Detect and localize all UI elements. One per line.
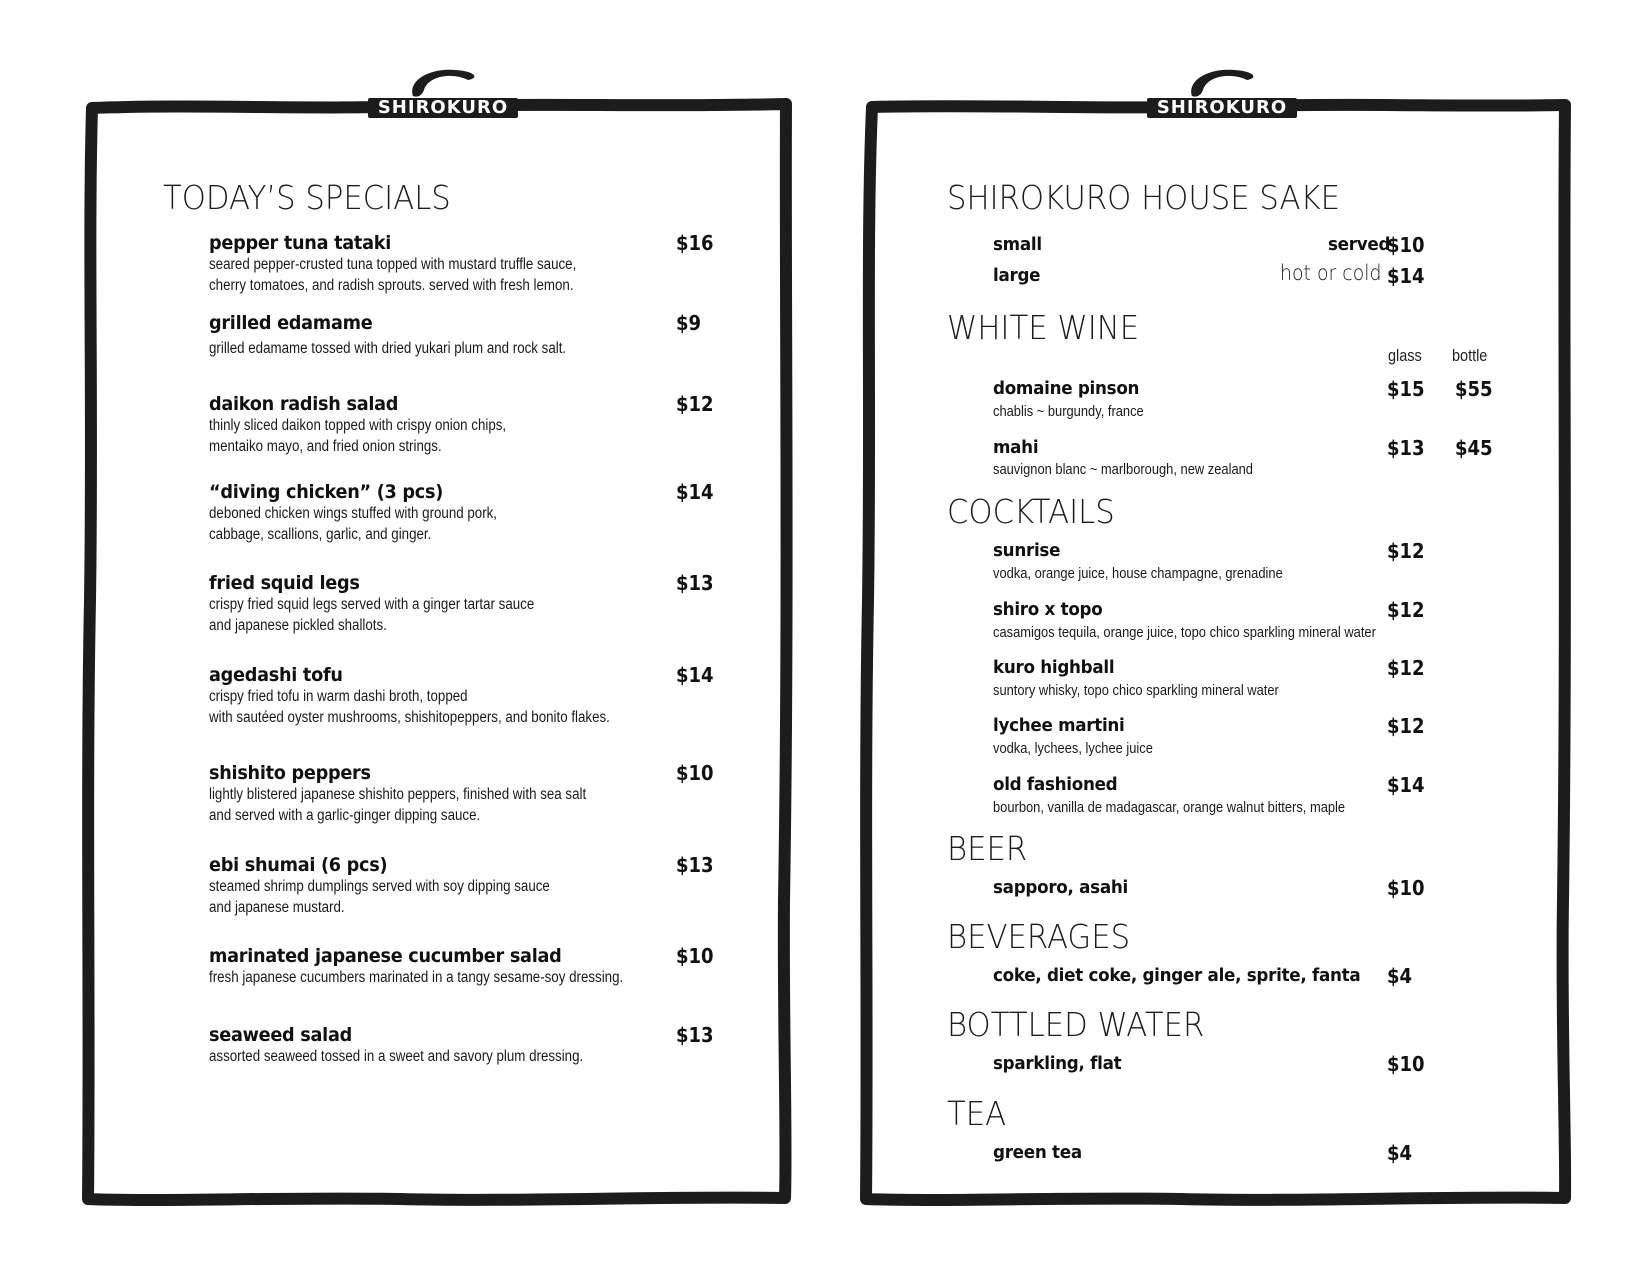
- sake-large-name: large: [993, 265, 1041, 286]
- cocktails-heading: COCKTAILS: [947, 492, 1115, 531]
- item-description: mentaiko mayo, and fried onion strings.: [209, 438, 442, 455]
- item-name: grilled edamame: [209, 312, 373, 334]
- item-name: mahi: [993, 437, 1039, 458]
- item-description: chablis ~ burgundy, france: [993, 403, 1144, 420]
- specials-heading: TODAY’S SPECIALS: [163, 178, 451, 217]
- beer-heading: BEER: [947, 829, 1028, 868]
- item-price: $12: [1387, 598, 1425, 622]
- item-description: and served with a garlic-ginger dipping sauce.: [209, 807, 481, 824]
- sake-large-price: $14: [1387, 264, 1425, 288]
- beer-price: $10: [1387, 876, 1425, 900]
- item-name: kuro highball: [993, 657, 1115, 678]
- wine-glass-price: $15: [1387, 377, 1425, 401]
- water-heading: BOTTLED WATER: [947, 1005, 1205, 1044]
- item-description: seared pepper-crusted tuna topped with mustard truffle sauce,: [209, 256, 577, 273]
- item-name: marinated japanese cucumber salad: [209, 945, 562, 967]
- item-price: $12: [1387, 539, 1425, 563]
- item-price: $10: [676, 944, 714, 968]
- sake-small-price: $10: [1387, 233, 1425, 257]
- beer-name: sapporo, asahi: [993, 877, 1128, 898]
- wine-bottle-price: $45: [1455, 436, 1493, 460]
- item-price: $14: [676, 480, 714, 504]
- sake-heading: SHIROKURO HOUSE SAKE: [947, 178, 1340, 217]
- item-price: $13: [676, 853, 714, 877]
- item-description: and japanese mustard.: [209, 899, 345, 916]
- item-price: $16: [676, 231, 714, 255]
- item-description: and japanese pickled shallots.: [209, 617, 387, 634]
- item-description: casamigos tequila, orange juice, topo chico sparkling mineral water: [993, 624, 1376, 641]
- tea-name: green tea: [993, 1142, 1082, 1163]
- left-logo: [368, 58, 518, 118]
- item-price: $14: [1387, 773, 1425, 797]
- sake-hot-or-cold-label: hot or cold: [1280, 261, 1382, 285]
- item-description: assorted seaweed tossed in a sweet and savory plum dressing.: [209, 1048, 584, 1065]
- item-description: cabbage, scallions, garlic, and ginger.: [209, 526, 432, 543]
- sake-served-label: served: [1328, 234, 1391, 255]
- water-name: sparkling, flat: [993, 1053, 1122, 1074]
- glass-column-label: glass: [1388, 346, 1422, 365]
- beverages-name: coke, diet coke, ginger ale, sprite, fanta: [993, 965, 1361, 986]
- item-price: $13: [676, 571, 714, 595]
- water-price: $10: [1387, 1052, 1425, 1076]
- item-description: steamed shrimp dumplings served with soy dipping sauce: [209, 878, 550, 895]
- item-name: fried squid legs: [209, 572, 360, 594]
- wine-bottle-price: $55: [1455, 377, 1493, 401]
- item-name: pepper tuna tataki: [209, 232, 391, 254]
- item-name: lychee martini: [993, 715, 1125, 736]
- item-name: “diving chicken” (3 pcs): [209, 481, 444, 503]
- sake-small-name: small: [993, 234, 1042, 255]
- item-name: old fashioned: [993, 774, 1118, 795]
- item-name: seaweed salad: [209, 1024, 352, 1046]
- item-description: bourbon, vanilla de madagascar, orange walnut bitters, maple: [993, 799, 1346, 816]
- item-name: ebi shumai (6 pcs): [209, 854, 388, 876]
- item-description: vodka, orange juice, house champagne, grenadine: [993, 565, 1283, 582]
- item-name: domaine pinson: [993, 378, 1140, 399]
- item-name: shiro x topo: [993, 599, 1103, 620]
- item-price: $12: [1387, 714, 1425, 738]
- bottle-column-label: bottle: [1452, 346, 1488, 365]
- wine-glass-price: $13: [1387, 436, 1425, 460]
- item-description: cherry tomatoes, and radish sprouts. served with fresh lemon.: [209, 277, 574, 294]
- item-price: $12: [1387, 656, 1425, 680]
- item-description: thinly sliced daikon topped with crispy onion chips,: [209, 417, 507, 434]
- right-logo: [1147, 58, 1297, 118]
- item-description: sauvignon blanc ~ marlborough, new zealand: [993, 461, 1253, 478]
- item-name: shishito peppers: [209, 762, 371, 784]
- item-description: vodka, lychees, lychee juice: [993, 740, 1153, 757]
- item-price: $13: [676, 1023, 714, 1047]
- item-description: lightly blistered japanese shishito peppers, finished with sea salt: [209, 786, 587, 803]
- beverages-price: $4: [1387, 964, 1413, 988]
- white-wine-heading: WHITE WINE: [947, 308, 1140, 347]
- item-description: crispy fried squid legs served with a ginger tartar sauce: [209, 596, 535, 613]
- item-name: sunrise: [993, 540, 1061, 561]
- logo-wordmark: SHIROKURO: [1156, 97, 1288, 118]
- beverages-heading: BEVERAGES: [947, 917, 1131, 956]
- item-name: daikon radish salad: [209, 393, 399, 415]
- item-name: agedashi tofu: [209, 664, 343, 686]
- tea-heading: TEA: [947, 1094, 1007, 1133]
- item-description: grilled edamame tossed with dried yukari plum and rock salt.: [209, 340, 567, 357]
- item-price: $14: [676, 663, 714, 687]
- item-price: $10: [676, 761, 714, 785]
- item-description: suntory whisky, topo chico sparkling mineral water: [993, 682, 1279, 699]
- item-description: fresh japanese cucumbers marinated in a tangy sesame-soy dressing.: [209, 969, 624, 986]
- item-description: deboned chicken wings stuffed with ground pork,: [209, 505, 498, 522]
- item-description: crispy fried tofu in warm dashi broth, topped: [209, 688, 468, 705]
- item-description: with sautéed oyster mushrooms, shishitopeppers, and bonito flakes.: [209, 709, 610, 726]
- item-price: $9: [676, 311, 702, 335]
- logo-wordmark: SHIROKURO: [377, 97, 509, 118]
- tea-price: $4: [1387, 1141, 1413, 1165]
- item-price: $12: [676, 392, 714, 416]
